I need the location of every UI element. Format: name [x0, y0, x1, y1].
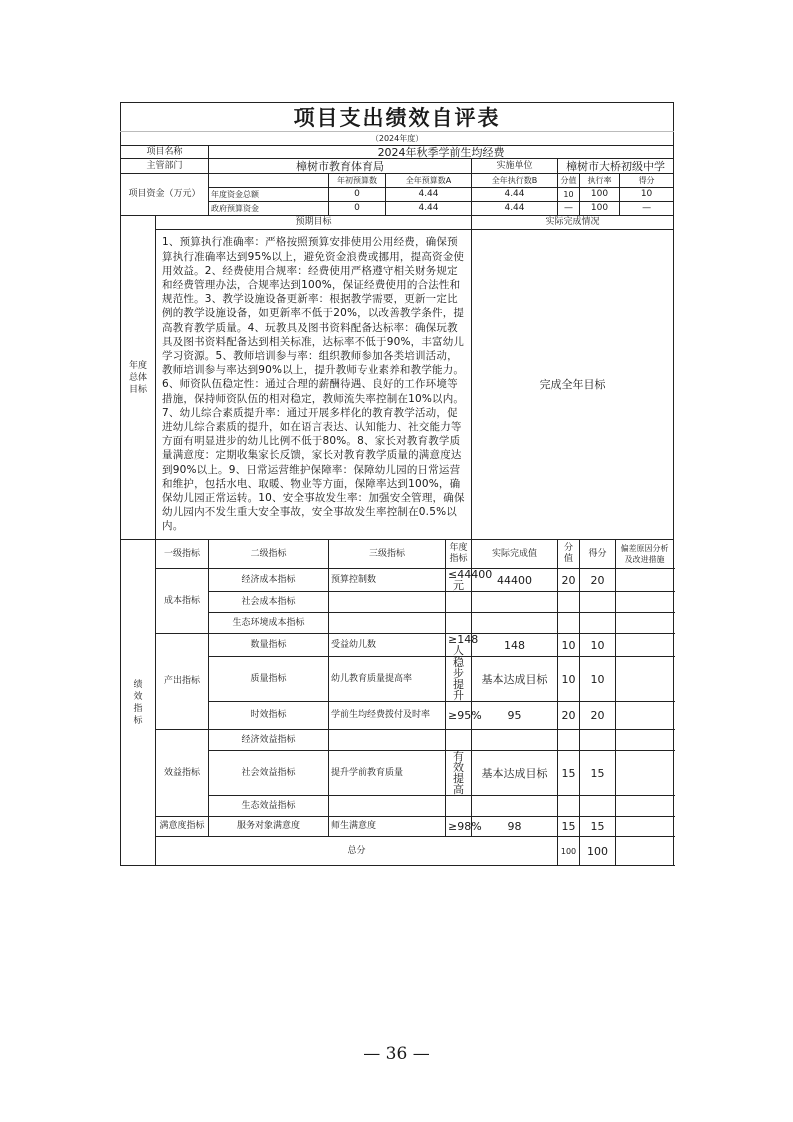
perf-header-l2: 二级指标 — [209, 540, 329, 569]
social-cost-reason — [616, 592, 674, 613]
perf-header-reason: 偏差原因分析及改进措施 — [616, 540, 674, 569]
cost-reason — [616, 569, 674, 592]
econ-benefit-target — [446, 730, 472, 751]
funds-header-score-val: 分值 — [558, 174, 580, 188]
funds-row-total-label: 年度资金总额 — [209, 188, 329, 202]
social-benefit-l2: 社会效益指标 — [209, 751, 329, 796]
funds-header-annual: 全年预算数A — [386, 174, 472, 188]
project-name-label: 项目名称 — [121, 146, 209, 159]
eco-benefit-score-val — [558, 796, 580, 817]
satisfaction-l3: 师生满意度 — [329, 817, 446, 837]
social-cost-score-val — [558, 592, 580, 613]
project-name: 2024年秋季学前生均经费 — [209, 146, 674, 159]
timeliness-actual: 95 — [472, 702, 558, 730]
funds-header-blank — [209, 174, 329, 188]
total-score: 100 — [580, 837, 616, 866]
quality-target: 稳步提升 — [446, 657, 472, 702]
eco-cost-score — [580, 613, 616, 634]
social-benefit-reason — [616, 751, 674, 796]
eco-cost-score-val — [558, 613, 580, 634]
evaluation-table — [120, 102, 674, 866]
eco-benefit-reason — [616, 796, 674, 817]
eco-cost-target — [446, 613, 472, 634]
perf-header-l3: 三级指标 — [329, 540, 446, 569]
eco-benefit-score — [580, 796, 616, 817]
funds-row-gov-label: 政府预算资金 — [209, 202, 329, 216]
social-benefit-score: 15 — [580, 751, 616, 796]
cost-actual: 44400 — [472, 569, 558, 592]
quantity-score: 10 — [580, 634, 616, 657]
social-benefit-score-val: 15 — [558, 751, 580, 796]
eco-benefit-actual — [472, 796, 558, 817]
social-cost-score — [580, 592, 616, 613]
satisfaction-reason — [616, 817, 674, 837]
econ-benefit-actual — [472, 730, 558, 751]
impl-unit-label: 实施单位 — [472, 159, 558, 174]
benefit-indicator-label: 效益指标 — [156, 730, 209, 817]
quantity-score-val: 10 — [558, 634, 580, 657]
funds-row-total-score-val: 10 — [558, 188, 580, 202]
perf-header-l1: 一级指标 — [156, 540, 209, 569]
quality-score: 10 — [580, 657, 616, 702]
cost-l3: 预算控制数 — [329, 569, 446, 592]
funds-row-total-annual: 4.44 — [386, 188, 472, 202]
funds-row-gov-init: 0 — [329, 202, 386, 216]
timeliness-reason — [616, 702, 674, 730]
funds-row-gov-exec: 4.44 — [472, 202, 558, 216]
econ-benefit-score-val — [558, 730, 580, 751]
perf-header-target: 年度指标 — [446, 540, 472, 569]
fiscal-year: （2024年度） — [121, 132, 674, 146]
eco-cost-actual — [472, 613, 558, 634]
funds-row-gov-score-val: — — [558, 202, 580, 216]
quality-actual: 基本达成目标 — [472, 657, 558, 702]
expected-goal-text: 1、预算执行准确率：严格按照预算安排使用公用经费，确保预算执行准确率达到95%以上，避免资金浪费或挪用，提高资金使用效益。2、经费使用合规率：经费使用严格遵守相关财务规定和经费管理办法，合规率达到100%，保证经费使用的合法性和规范性。3、教学设施设备更新率：根据教学需要，更新一定比例的教学设施设备，如更新率不低于20%，以改善教学条件，提高教育教学质量。4、玩教具及图书资料配备达标率：确保玩教具及图书资料配备达到相关标准，达标率不低于90%，丰富幼儿学习资源。5、教师培训参与率：组织教师参加各类培训活动，教师培训参与率达到90%以上，提升教师专业素养和教学能力。6、师资队伍稳定性：通过合理的薪酬待遇、良好的工作环境等措施，保持师资队伍的相对稳定，教师流失率控制在10%以内。7、幼儿综合素质提升率：通过开展多样化的教育教学活动，促进幼儿综合素质的提升，如在语言表达、认知能力、社交能力等方面有明显进步的幼儿比例不低于80%。8、家长对教育教学质量满意度：定期收集家长反馈，家长对教育教学质量的满意度达到90%以上。9、日常运营维护保障率：保障幼儿园的日常运营和维护，包括水电、取暖、物业等方面，保障率达到100%，确保幼儿园正常运转。10、安全事故发生率：加强安全管理，确保幼儿园内不发生重大安全事故，安全事故发生率控制在0.5%以内。 — [156, 230, 472, 540]
eco-benefit-target — [446, 796, 472, 817]
cost-indicator-label: 成本指标 — [156, 569, 209, 634]
funds-header-rate: 执行率 — [580, 174, 620, 188]
econ-benefit-score — [580, 730, 616, 751]
quantity-reason — [616, 634, 674, 657]
satisfaction-score: 15 — [580, 817, 616, 837]
funds-row-total-rate: 100 — [580, 188, 620, 202]
table-title: 项目支出绩效自评表 — [121, 103, 674, 132]
funds-header-exec: 全年执行数B — [472, 174, 558, 188]
satisfaction-target: ≥98% — [446, 817, 472, 837]
social-benefit-actual: 基本达成目标 — [472, 751, 558, 796]
cost-l2: 经济成本指标 — [209, 569, 329, 592]
quantity-target: ≥148人 — [446, 634, 472, 657]
funds-row-gov-score: — — [620, 202, 674, 216]
social-cost-target — [446, 592, 472, 613]
total-score-val: 100 — [558, 837, 580, 866]
social-cost-l2: 社会成本指标 — [209, 592, 329, 613]
timeliness-l2: 时效指标 — [209, 702, 329, 730]
quantity-l3: 受益幼儿数 — [329, 634, 446, 657]
funds-row-gov-rate: 100 — [580, 202, 620, 216]
cost-target: ≤44400元 — [446, 569, 472, 592]
eco-cost-l2: 生态环境成本指标 — [209, 613, 329, 634]
econ-benefit-l3 — [329, 730, 446, 751]
quantity-actual: 148 — [472, 634, 558, 657]
timeliness-score-val: 20 — [558, 702, 580, 730]
expected-goal-header: 预期目标 — [156, 216, 472, 230]
cost-score-val: 20 — [558, 569, 580, 592]
timeliness-score: 20 — [580, 702, 616, 730]
total-label: 总分 — [156, 837, 558, 866]
eco-benefit-l2: 生态效益指标 — [209, 796, 329, 817]
quality-l3: 幼儿教育质量提高率 — [329, 657, 446, 702]
social-benefit-l3: 提升学前教育质量 — [329, 751, 446, 796]
econ-benefit-reason — [616, 730, 674, 751]
funds-label: 项目资金（万元） — [121, 174, 209, 216]
dept-label: 主管部门 — [121, 159, 209, 174]
perf-header-score: 得分 — [580, 540, 616, 569]
perf-side-label: 绩 效 指 标 — [121, 540, 156, 866]
quality-l2: 质量指标 — [209, 657, 329, 702]
satisfaction-score-val: 15 — [558, 817, 580, 837]
cost-score: 20 — [580, 569, 616, 592]
funds-row-total-exec: 4.44 — [472, 188, 558, 202]
output-indicator-label: 产出指标 — [156, 634, 209, 730]
timeliness-l3: 学前生均经费拨付及时率 — [329, 702, 446, 730]
funds-header-score: 得分 — [620, 174, 674, 188]
quality-score-val: 10 — [558, 657, 580, 702]
impl-unit-name: 樟树市大桥初级中学 — [558, 159, 674, 174]
quality-reason — [616, 657, 674, 702]
dept-name: 樟树市教育体育局 — [209, 159, 472, 174]
satisfaction-l2: 服务对象满意度 — [209, 817, 329, 837]
total-reason — [616, 837, 674, 866]
eco-benefit-l3 — [329, 796, 446, 817]
econ-benefit-l2: 经济效益指标 — [209, 730, 329, 751]
satisfaction-indicator-label: 满意度指标 — [156, 817, 209, 837]
funds-row-total-score: 10 — [620, 188, 674, 202]
perf-header-actual: 实际完成值 — [472, 540, 558, 569]
social-benefit-target: 有效提高 — [446, 751, 472, 796]
social-cost-actual — [472, 592, 558, 613]
timeliness-target: ≥95% — [446, 702, 472, 730]
actual-result-header: 实际完成情况 — [472, 216, 674, 230]
page-number: — 36 — — [363, 1044, 430, 1064]
self-evaluation-sheet — [120, 102, 673, 866]
social-cost-l3 — [329, 592, 446, 613]
actual-result-text: 完成全年目标 — [472, 230, 674, 540]
funds-row-total-init: 0 — [329, 188, 386, 202]
funds-header-init: 年初预算数 — [329, 174, 386, 188]
goals-side-label: 年度 总体 目标 — [121, 216, 156, 540]
perf-header-score-val: 分值 — [558, 540, 580, 569]
eco-cost-l3 — [329, 613, 446, 634]
eco-cost-reason — [616, 613, 674, 634]
funds-row-gov-annual: 4.44 — [386, 202, 472, 216]
satisfaction-actual: 98 — [472, 817, 558, 837]
quantity-l2: 数量指标 — [209, 634, 329, 657]
